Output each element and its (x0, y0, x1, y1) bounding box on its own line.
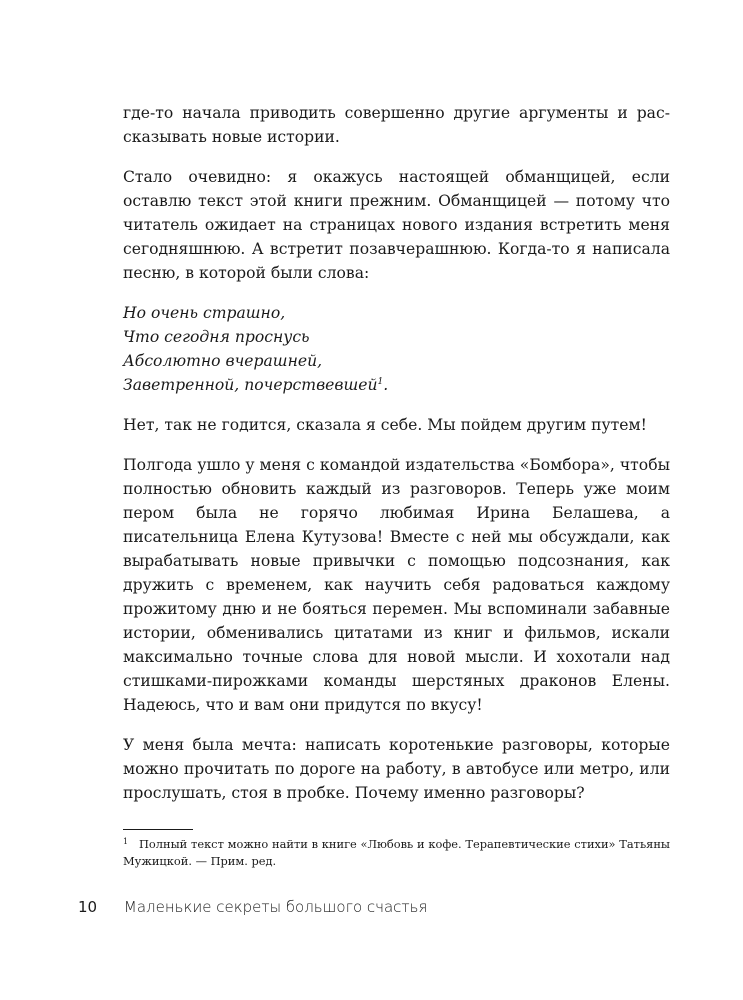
running-footer (78, 897, 427, 917)
paragraph-5: У меня была мечта: написать коротенькие разговоры, которые можно прочитать по дороге на работу, в автобусе или метро, или прослушать, стоя в пробке. Почему именно разговоры? (123, 736, 670, 802)
poem-line-3: Абсолютно вчерашней, (123, 352, 323, 370)
footnote-reference: 1 (377, 376, 384, 387)
page-number: 10 (78, 898, 98, 916)
footnote-number: 1 (123, 837, 129, 846)
poem-line-1: Но очень страшно, (123, 304, 286, 322)
paragraph-2: Стало очевидно: я окажусь настоящей обманщицей, если оставлю текст этой книги прежним. Обманщицей — потому что читатель ожидает на страницах нового издания встретить меня сегодняшнюю. А встретит позавчерашнюю. Когда-то я написала песню, в которой были слова: (123, 168, 670, 282)
poem-line-4: Заветренной, почерствевшей$^1$. (123, 376, 389, 394)
footnote-divider (123, 829, 193, 830)
poem-line-2: Что сегодня проснусь (123, 328, 310, 346)
poem-line-4-text: Заветренной, почерствевшей (123, 376, 378, 394)
book-title: Маленькие секреты большого счастья (123, 898, 428, 916)
paragraph-4: Полгода ушло у меня с командой издательства «Бомбора», чтобы полностью обновить каждый из разговоров. Теперь уже моим пером была не горячо любимая Ирина Белашева, а писательница Елена Кутузова! Вместе с ней мы обсуждали, как вырабатывать новые привычки с помощью подсознания, как дружить с временем, как научить себя радоваться каждому прожитому дню и не бояться перемен. Мы вспоминали забавные истории, обменивались цитатами из книг и фильмов, искали максимально точные слова для новой мысли. И хохотали над стишками-пирожками команды шерстяных драконов Елены. Надеюсь, что и вам они придутся по вкусу! (123, 456, 670, 714)
paragraph-1: где-то начала приводить совершенно другие аргументы и рассказывать новые истории. (123, 104, 670, 146)
footnote-text: Полный текст можно найти в книге «Любовь и кофе. Терапевтические стихи» Татьяны Мужицкой. — Прим. ред. (123, 837, 670, 868)
main-text (123, 101, 670, 821)
poem-quote (123, 301, 670, 397)
footnote (123, 836, 670, 870)
paragraph-3: Нет, так не годится, сказала я себе. Мы пойдем другим путем! (123, 416, 647, 434)
